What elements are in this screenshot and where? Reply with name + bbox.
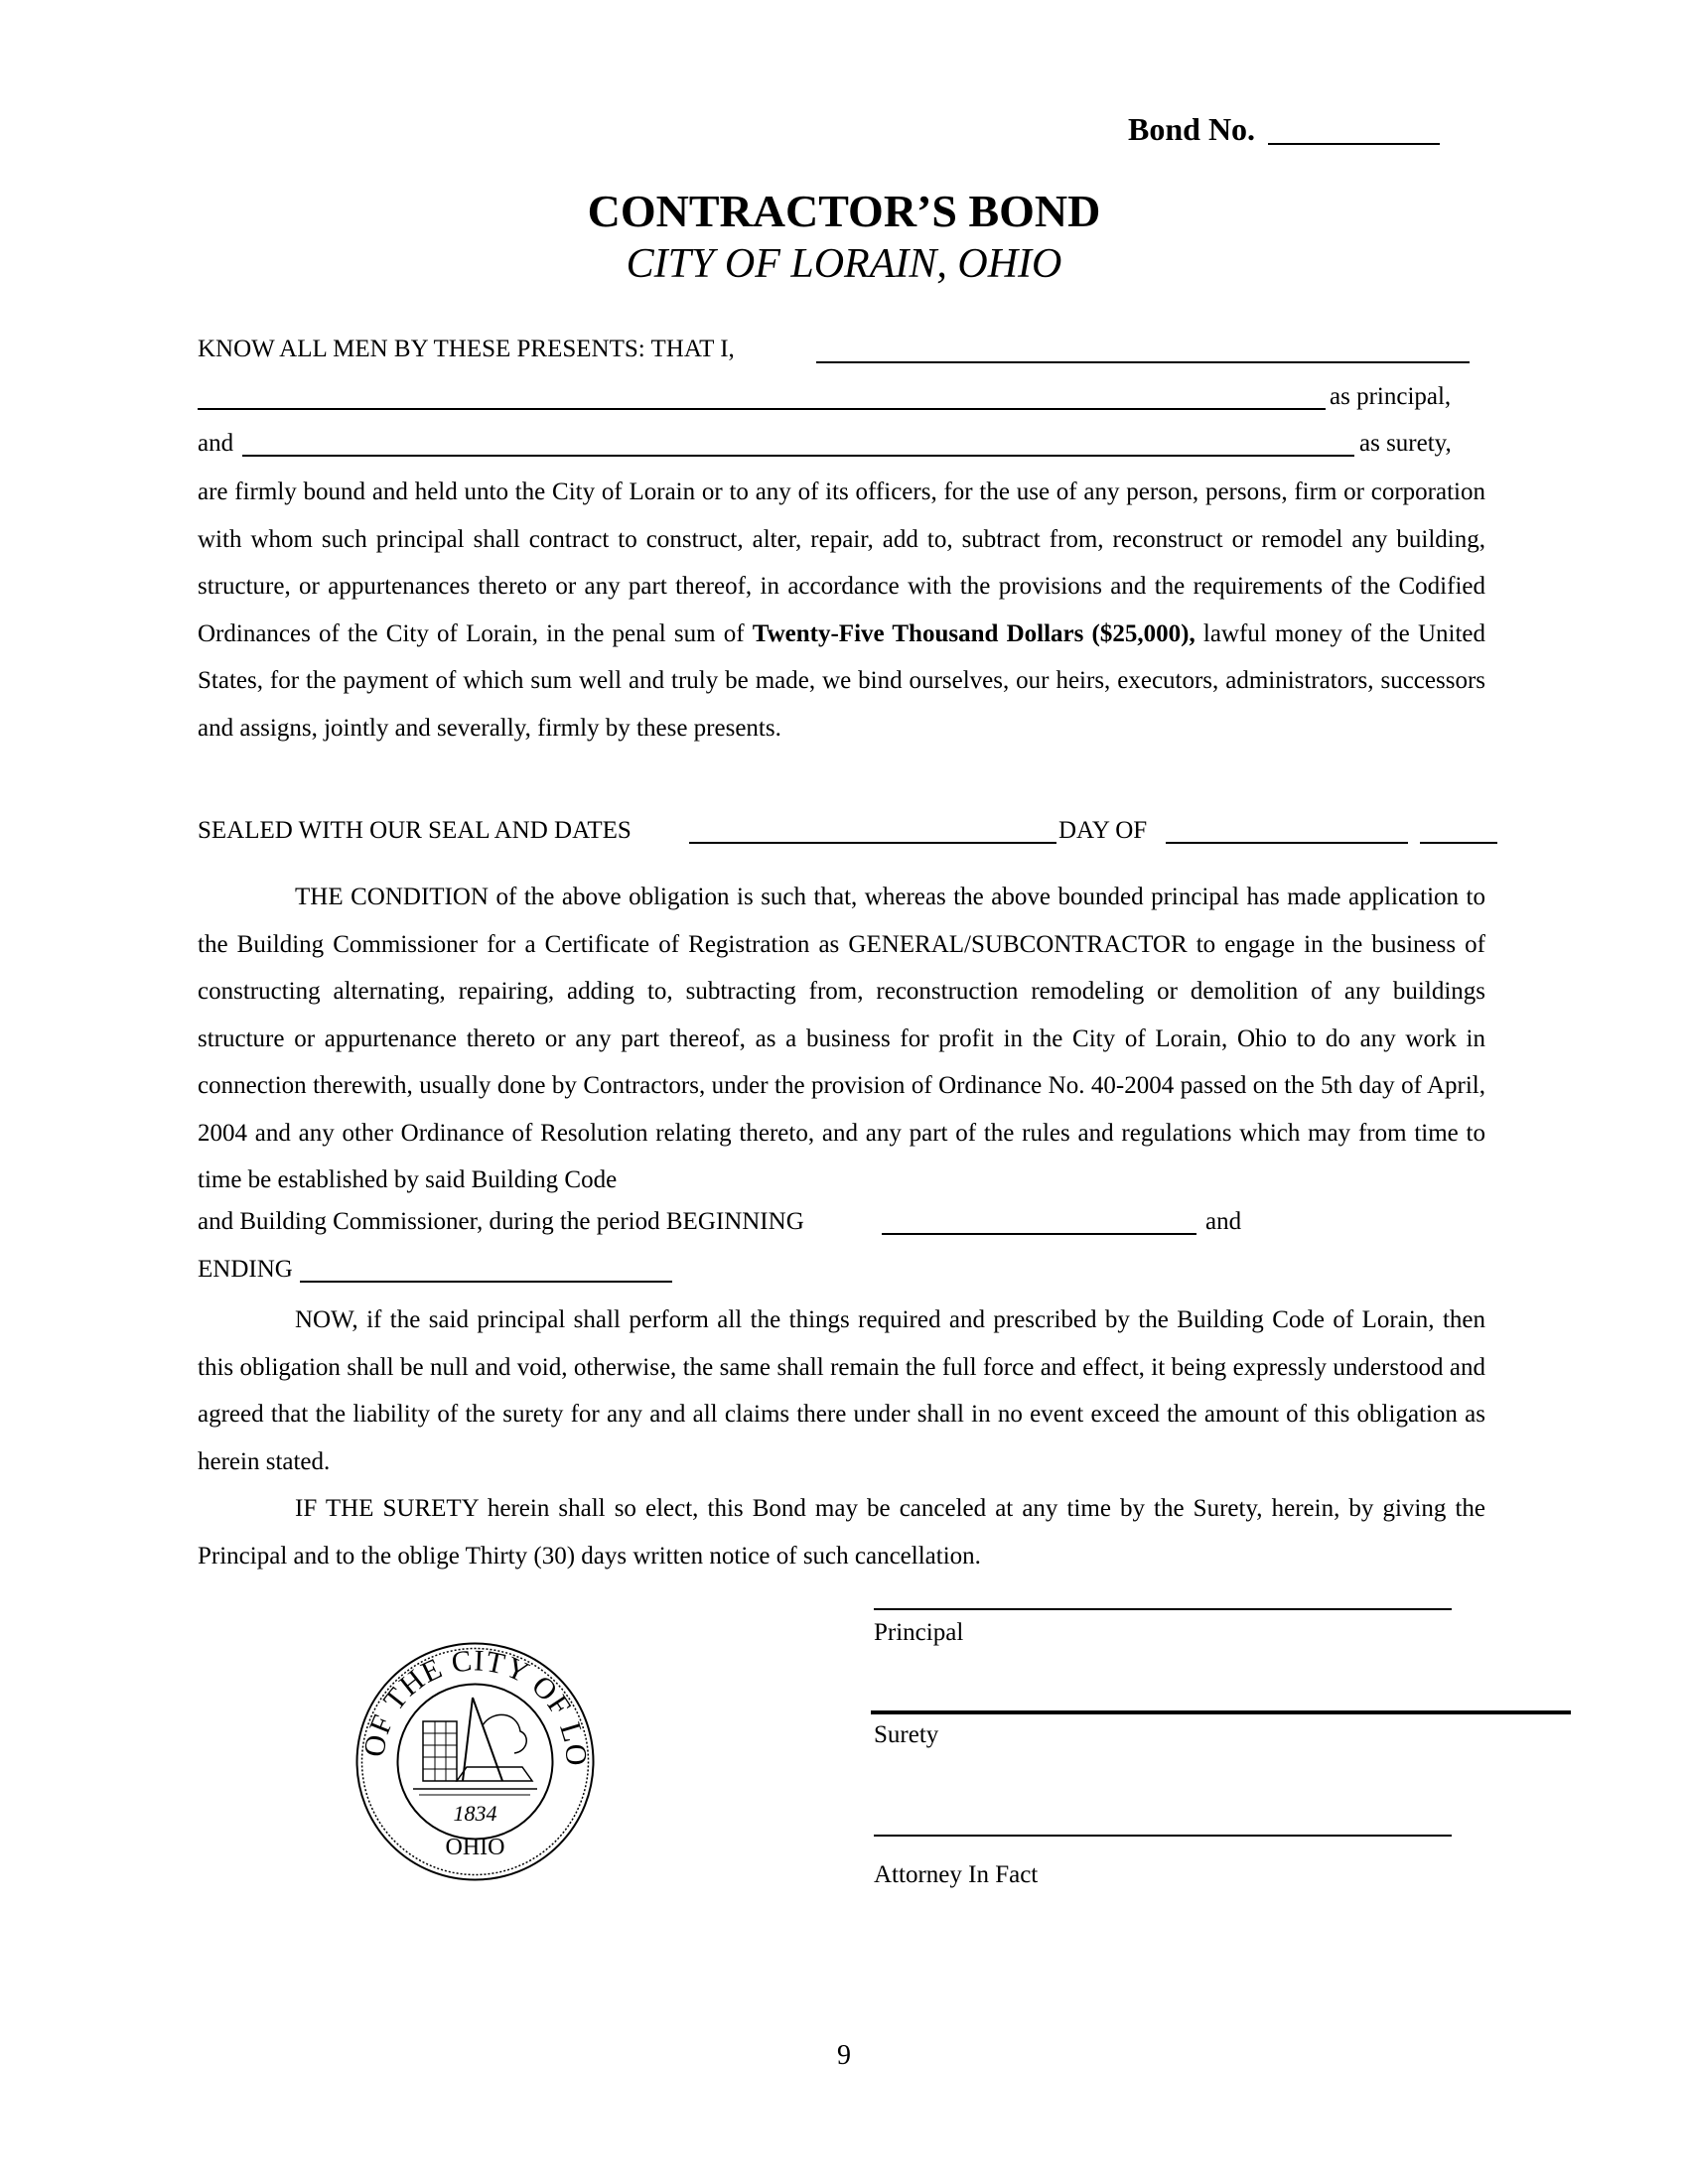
as-surety-text: as surety,: [1359, 430, 1452, 457]
condition-text: THE CONDITION of the above obligation is such that, whereas the above bounded principal has made application to the Building Commissioner for a Certificate of Registration as GENERAL/SUBCONTRACTOR to engage in the business of constructing alternating, repairing, adding to, subtracting from, reconstruction remodeling or demolition of any buildings structure or appurtenance thereto or any part thereof, as a business for profit in the City of Lorain, Ohio to do any work in connection therewith, usually done by Contractors, under the provision of Ordinance No. 40-2004 passed on the 5th day of April, 2004 and any other Ordinance of Resolution relating thereto, and any part of the rules and regulations which may from time to time be established by said Building Code: [198, 884, 1485, 1193]
surety-signature-label: Surety: [874, 1721, 939, 1748]
bound-paragraph: [198, 469, 1485, 751]
condition-paragraph: [198, 874, 1485, 1204]
sealed-date-line: [689, 842, 1056, 844]
ending-label: ENDING: [198, 1256, 293, 1283]
surety-cancellation-text: IF THE SURETY herein shall so elect, this Bond may be canceled at any time by the Surety, herein, by giving the Principal and to the oblige Thirty (30) days written notice of such cancellation.: [198, 1495, 1485, 1570]
period-beginning-text: and Building Commissioner, during the period BEGINNING: [198, 1208, 804, 1235]
day-of-label: DAY OF: [1058, 817, 1148, 844]
sealed-label: SEALED WITH OUR SEAL AND DATES: [198, 817, 632, 844]
principal-signature-line: [874, 1608, 1452, 1610]
principal-name-line-2: [198, 408, 1326, 410]
now-paragraph: [198, 1297, 1485, 1485]
city-seal: [353, 1640, 597, 1883]
ending-date-line: [300, 1281, 672, 1283]
now-text: NOW, if the said principal shall perform all the things required and prescribed by the Building Code of Lorain, then this obligation shall be null and void, otherwise, the same shall remain the full force and effect, it being expressly understood and agreed that the liability of the surety for any and all claims there under shall in no event exceed the amount of this obligation as herein stated.: [198, 1306, 1485, 1475]
bound-text-2: lawful money of the United States, for the payment of which sum well and truly be made, we bind ourselves, our heirs, executors, administrators, successors and assigns, jointly and severally, firmly by these presents.: [198, 619, 1486, 742]
principal-signature-label: Principal: [874, 1619, 964, 1646]
document-title: CONTRACTOR’S BOND: [587, 186, 1101, 236]
bond-number-line: [1268, 143, 1440, 145]
document-subtitle: CITY OF LORAIN, OHIO: [626, 241, 1062, 287]
and-text: and: [198, 430, 234, 457]
period-and-text: and: [1205, 1208, 1242, 1235]
seal-ring-text: OF THE CITY OF LO: [357, 1644, 593, 1768]
know-all-men-text: KNOW ALL MEN BY THESE PRESENTS: THAT I,: [198, 336, 735, 362]
bound-text-1: are firmly bound and held unto the City of Lorain or to any of its officers, for the use of any person, persons, firm or corporation with whom such principal shall contract to construct, alter, repair, add to, subtract from, reconstruct or remodel any building, structure, or appurtenances thereto or any part thereof, in accordance with the provisions and the requirements of the Codified Ordinances of the City of Lorain, in the penal sum of: [198, 478, 1485, 647]
bond-number-label: Bond No.: [1128, 111, 1256, 147]
surety-name-line: [242, 455, 1354, 457]
seal-year: 1834: [453, 1801, 497, 1826]
surety-signature-line: [871, 1710, 1571, 1714]
attorney-signature-line: [874, 1835, 1452, 1837]
attorney-signature-label: Attorney In Fact: [874, 1861, 1039, 1888]
beginning-date-line: [882, 1233, 1196, 1235]
principal-name-line-1: [816, 361, 1470, 363]
day-of-month-line: [1166, 842, 1408, 844]
as-principal-text: as principal,: [1330, 383, 1452, 410]
penal-sum-text: Twenty-Five Thousand Dollars ($25,000),: [752, 619, 1196, 647]
page-number: 9: [837, 2040, 851, 2071]
seal-state: OHIO: [445, 1835, 505, 1860]
day-of-year-line: [1420, 842, 1497, 844]
surety-cancellation-paragraph: [198, 1485, 1485, 1579]
city-seal-graphic: [353, 1640, 597, 1883]
